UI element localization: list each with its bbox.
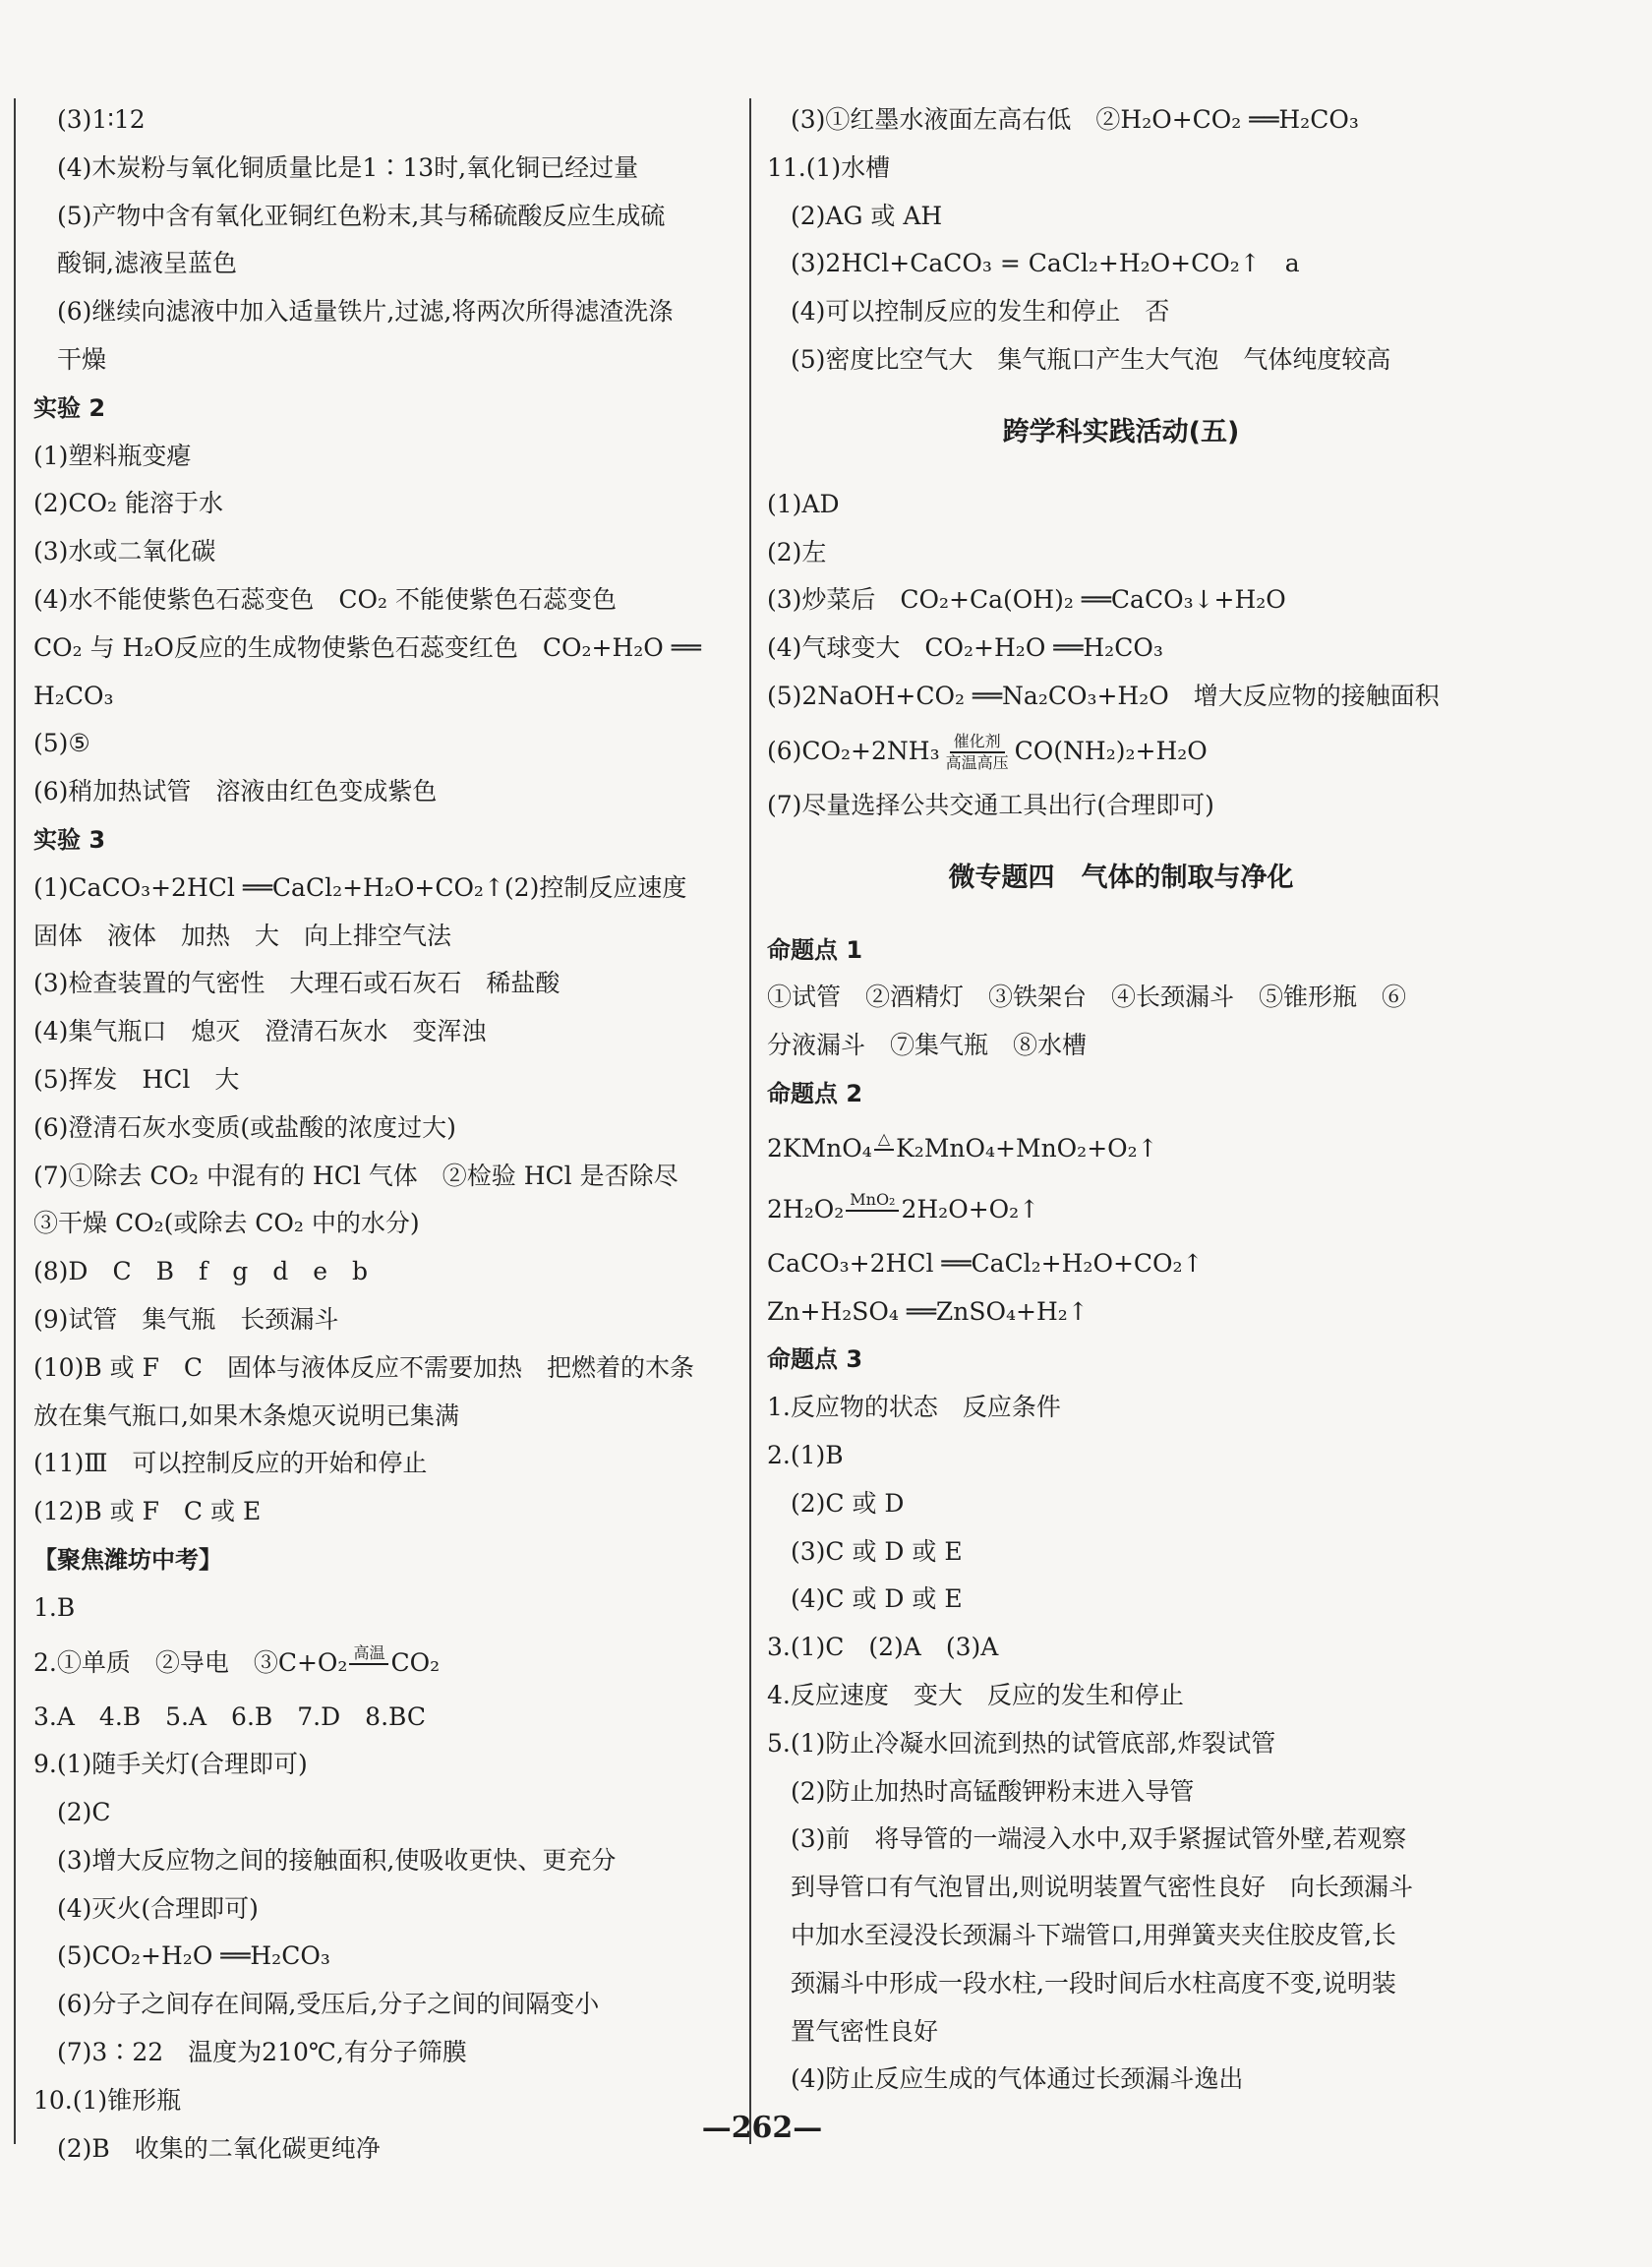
right_column-line <box>767 576 1475 625</box>
line-text: 1.反应物的状态 反应条件 <box>767 1393 1061 1422</box>
left_column-line <box>33 336 737 385</box>
right_column-line <box>767 1912 1475 1960</box>
line-text: 置气密性良好 <box>791 2016 939 2046</box>
line-text: 5.(1)防止冷凝水回流到热的试管底部,炸裂试管 <box>767 1728 1276 1758</box>
reaction-condition <box>846 1190 899 1231</box>
left_column-line <box>33 385 737 433</box>
right_column-line <box>767 1480 1475 1528</box>
line-text: (7)尽量选择公共交通工具出行(合理即可) <box>767 790 1214 819</box>
left_column-line <box>33 2029 737 2077</box>
left_column-line <box>33 1153 737 1201</box>
right_column-line <box>767 1528 1475 1577</box>
left_column-line <box>33 1633 737 1694</box>
line-text: 中加水至浸没长颈漏斗下端管口,用弹簧夹夹住胶皮管,长 <box>791 1920 1396 1949</box>
left_column-line <box>33 720 737 768</box>
line-text: (5)密度比空气大 集气瓶口产生大气泡 气体纯度较高 <box>791 344 1391 374</box>
reaction-products: CO(NH₂)₂+H₂O <box>1014 736 1208 765</box>
line-text: (6)稍加热试管 溶液由红色变成紫色 <box>33 777 438 806</box>
line-text: (5)CO₂+H₂O ══H₂CO₃ <box>57 1941 330 1971</box>
line-text: 11.(1)水槽 <box>767 152 891 182</box>
right_column-line <box>767 1118 1475 1179</box>
left_column-line <box>33 1885 737 1934</box>
line-text: (1)塑料瓶变瘪 <box>33 441 192 470</box>
reaction-products: 2H₂O+O₂↑ <box>901 1194 1040 1223</box>
line-text: (2)CO₂ 能溶于水 <box>33 489 224 518</box>
line-text: 命题点 1 <box>767 935 863 964</box>
line-text: 2KMnO₄ <box>767 1133 872 1163</box>
line-text: 10.(1)锥形瓶 <box>33 2085 182 2115</box>
right_column-line <box>767 96 1475 145</box>
reaction-condition <box>874 1129 894 1170</box>
condition-below <box>880 1151 888 1170</box>
line-text: Zn+H₂SO₄ ══ZnSO₄+H₂↑ <box>767 1296 1089 1326</box>
line-text: (4)可以控制反应的发生和停止 否 <box>791 297 1170 327</box>
line-text: CaCO₃+2HCl ══CaCl₂+H₂O+CO₂↑ <box>767 1248 1204 1278</box>
right_column-line <box>767 385 1475 481</box>
left_column-line <box>33 913 737 961</box>
line-text: (2)B 收集的二氧化碳更纯净 <box>57 2133 381 2163</box>
condition-above: MnO₂ <box>846 1190 899 1212</box>
line-text: 3.A 4.B 5.A 6.B 7.D 8.BC <box>33 1701 426 1731</box>
line-text: (1)CaCO₃+2HCl ══CaCl₂+H₂O+CO₂↑(2)控制反应速度 <box>33 872 687 902</box>
right_column-line <box>767 721 1475 782</box>
left_column-line <box>33 1933 737 1981</box>
line-text: 分液漏斗 ⑦集气瓶 ⑧水槽 <box>767 1031 1088 1060</box>
line-text: 实验 3 <box>33 825 106 854</box>
line-text: (10)B 或 F C 固体与液体反应不需要加热 把燃着的木条 <box>33 1352 695 1382</box>
condition-below: 高温高压 <box>945 753 1009 773</box>
right_column-line <box>767 1179 1475 1240</box>
left_column-line <box>33 1536 737 1584</box>
left_column-line <box>33 1981 737 2029</box>
line-text: (3)炒菜后 CO₂+Ca(OH)₂ ══CaCO₃↓+H₂O <box>767 585 1286 615</box>
left_column-line <box>33 1584 737 1633</box>
left-column <box>33 96 737 2173</box>
left_column-line <box>33 433 737 481</box>
right_column-line <box>767 1022 1475 1070</box>
reaction-condition <box>942 732 1013 773</box>
line-text: 命题点 3 <box>767 1345 863 1374</box>
line-text: 1.B <box>33 1592 76 1622</box>
left_column-line <box>33 625 737 673</box>
condition-above: △ <box>874 1129 894 1151</box>
line-text: (7)①除去 CO₂ 中混有的 HCl 气体 ②检验 HCl 是否除尽 <box>33 1161 678 1190</box>
left_column-line <box>33 1741 737 1789</box>
right-column <box>767 96 1475 2104</box>
right_column-line <box>767 145 1475 193</box>
left_column-line <box>33 1488 737 1536</box>
right_column-line <box>767 1432 1475 1480</box>
line-text: (5)挥发 HCl 大 <box>33 1064 240 1094</box>
line-text: (1)AD <box>767 489 840 518</box>
line-text: 2.(1)B <box>767 1440 844 1469</box>
line-text: (2)防止加热时高锰酸钾粉末进入导管 <box>791 1776 1195 1806</box>
left_column-line <box>33 1248 737 1296</box>
line-text: CO₂ 与 H₂O反应的生成物使紫色石蕊变红色 CO₂+H₂O ══ <box>33 632 701 662</box>
line-text: (5)⑤ <box>33 729 90 758</box>
left_column-line <box>33 960 737 1008</box>
right_column-line <box>767 1624 1475 1672</box>
line-text: (4)集气瓶口 熄灭 澄清石灰水 变浑浊 <box>33 1017 487 1046</box>
line-text: (3)检查装置的气密性 大理石或石灰石 稀盐酸 <box>33 969 560 998</box>
line-text: (5)产物中含有氧化亚铜红色粉末,其与稀硫酸反应生成硫 <box>57 201 666 230</box>
right_column-line <box>767 193 1475 241</box>
left_column-line <box>33 528 737 576</box>
line-text: 4.反应速度 变大 反应的发生和停止 <box>767 1680 1184 1709</box>
line-text: (12)B 或 F C 或 E <box>33 1497 262 1526</box>
left_column-line <box>33 1440 737 1488</box>
left-margin-rule <box>14 98 16 2144</box>
right_column-line <box>767 1384 1475 1432</box>
right_column-line <box>767 2056 1475 2104</box>
left_column-line <box>33 1694 737 1742</box>
right_column-line <box>767 1816 1475 1864</box>
line-text: (7)3∶22 温度为210℃,有分子筛膜 <box>57 2038 467 2067</box>
right_column-line <box>767 1288 1475 1337</box>
line-text: 干燥 <box>57 344 107 374</box>
line-text: 放在集气瓶口,如果木条熄灭说明已集满 <box>33 1401 459 1430</box>
line-text: 9.(1)随手关灯(合理即可) <box>33 1750 308 1779</box>
line-text: (3)1∶12 <box>57 105 146 134</box>
line-text: (6)分子之间存在间隔,受压后,分子之间的间隔变小 <box>57 1990 600 2019</box>
right_column-line <box>767 1070 1475 1118</box>
line-text: (2)C 或 D <box>791 1488 905 1518</box>
right_column-line <box>767 782 1475 830</box>
line-text: (3)2HCl+CaCO₃ = CaCl₂+H₂O+CO₂↑ a <box>791 249 1300 278</box>
reaction-products: K₂MnO₄+MnO₂+O₂↑ <box>896 1133 1158 1163</box>
line-text: (6)CO₂+2NH₃ <box>767 736 940 765</box>
line-text: (11)Ⅲ 可以控制反应的开始和停止 <box>33 1449 428 1478</box>
line-text: (4)气球变大 CO₂+H₂O ══H₂CO₃ <box>767 633 1163 663</box>
right_column-line <box>767 1768 1475 1817</box>
right_column-line <box>767 529 1475 577</box>
left_column-line <box>33 1008 737 1056</box>
line-text: (6)继续向滤液中加入适量铁片,过滤,将两次所得滤渣洗涤 <box>57 297 674 327</box>
line-text: (3)C 或 D 或 E <box>791 1536 963 1566</box>
left_column-line <box>33 480 737 528</box>
left_column-line <box>33 1200 737 1248</box>
line-text: (5)2NaOH+CO₂ ══Na₂CO₃+H₂O 增大反应物的接触面积 <box>767 681 1440 710</box>
right_column-line <box>767 1864 1475 1912</box>
left_column-line <box>33 1296 737 1344</box>
line-text: (2)AG 或 AH <box>791 201 943 230</box>
reaction-products: CO₂ <box>390 1647 441 1677</box>
condition-above: 高温 <box>349 1643 388 1665</box>
line-text: (3)水或二氧化碳 <box>33 537 216 567</box>
right_column-line <box>767 1720 1475 1768</box>
left_column-line <box>33 673 737 721</box>
right_column-line <box>767 240 1475 288</box>
line-text: (2)左 <box>767 537 827 567</box>
right_column-line <box>767 974 1475 1022</box>
right_column-line <box>767 830 1475 926</box>
line-text: H₂CO₃ <box>33 681 114 710</box>
line-text: 颈漏斗中形成一段水柱,一段时间后水柱高度不变,说明装 <box>791 1968 1396 1998</box>
line-text: 酸铜,滤液呈蓝色 <box>57 249 237 278</box>
left_column-line <box>33 816 737 865</box>
line-text: (4)防止反应生成的气体通过长颈漏斗逸出 <box>791 2064 1244 2094</box>
left_column-line <box>33 1789 737 1837</box>
right_column-line <box>767 288 1475 336</box>
left_column-line <box>33 288 737 336</box>
column-divider <box>749 98 751 2144</box>
left_column-line <box>33 1104 737 1153</box>
line-text: (4)木炭粉与氧化铜质量比是1∶13时,氧化铜已经过量 <box>57 152 639 182</box>
left_column-line <box>33 1056 737 1104</box>
left_column-line <box>33 768 737 816</box>
line-text: 到导管口有气泡冒出,则说明装置气密性良好 向长颈漏斗 <box>791 1873 1413 1902</box>
line-text: (6)澄清石灰水变质(或盐酸的浓度过大) <box>33 1112 456 1142</box>
right_column-line <box>767 625 1475 673</box>
right_column-line <box>767 336 1475 385</box>
left_column-line <box>33 145 737 193</box>
left_column-line <box>33 865 737 913</box>
condition-above: 催化剂 <box>950 732 1005 753</box>
line-text: (3)前 将导管的一端浸入水中,双手紧握试管外壁,若观察 <box>791 1824 1407 1854</box>
line-text: (3)①红墨水液面左高右低 ②H₂O+CO₂ ══H₂CO₃ <box>791 105 1359 134</box>
line-text: 微专题四 气体的制取与净化 <box>948 862 1294 893</box>
right_column-line <box>767 1576 1475 1624</box>
right_column-line <box>767 673 1475 721</box>
line-text: ③干燥 CO₂(或除去 CO₂ 中的水分) <box>33 1209 420 1238</box>
left_column-line <box>33 1393 737 1441</box>
left_column-line <box>33 576 737 625</box>
line-text: 跨学科实践活动(五) <box>1002 416 1240 447</box>
line-text: 2H₂O₂ <box>767 1194 845 1223</box>
line-text: (3)增大反应物之间的接触面积,使吸收更快、更充分 <box>57 1845 617 1875</box>
right_column-line <box>767 1960 1475 2008</box>
right_column-line <box>767 1336 1475 1384</box>
line-text: (4)C 或 D 或 E <box>791 1584 963 1614</box>
line-text: (2)C <box>57 1798 111 1827</box>
left_column-line <box>33 1837 737 1885</box>
right_column-line <box>767 1672 1475 1720</box>
right_column-line <box>767 1240 1475 1288</box>
line-text: 命题点 2 <box>767 1079 863 1107</box>
line-text: (9)试管 集气瓶 长颈漏斗 <box>33 1304 339 1334</box>
right_column-line <box>767 2008 1475 2057</box>
condition-below <box>365 1665 373 1685</box>
line-text: 实验 2 <box>33 393 106 422</box>
left_column-line <box>33 1344 737 1393</box>
left_column-line <box>33 240 737 288</box>
line-text: 2.①单质 ②导电 ③C+O₂ <box>33 1647 348 1677</box>
line-text: 3.(1)C (2)A (3)A <box>767 1633 999 1662</box>
left_column-line <box>33 96 737 145</box>
line-text: ①试管 ②酒精灯 ③铁架台 ④长颈漏斗 ⑤锥形瓶 ⑥ <box>767 983 1407 1012</box>
reaction-condition <box>349 1643 388 1685</box>
right_column-line <box>767 481 1475 529</box>
line-text: (4)灭火(合理即可) <box>57 1893 259 1923</box>
line-text: (4)水不能使紫色石蕊变色 CO₂ 不能使紫色石蕊变色 <box>33 584 618 614</box>
right_column-line <box>767 926 1475 975</box>
left_column-line <box>33 193 737 241</box>
page-number: —262— <box>701 2111 823 2145</box>
line-text: 固体 液体 加热 大 向上排空气法 <box>33 921 452 950</box>
line-text: (8)D C B f g d e b <box>33 1257 369 1286</box>
condition-below <box>868 1212 876 1231</box>
line-text: 【聚焦潍坊中考】 <box>33 1545 222 1574</box>
